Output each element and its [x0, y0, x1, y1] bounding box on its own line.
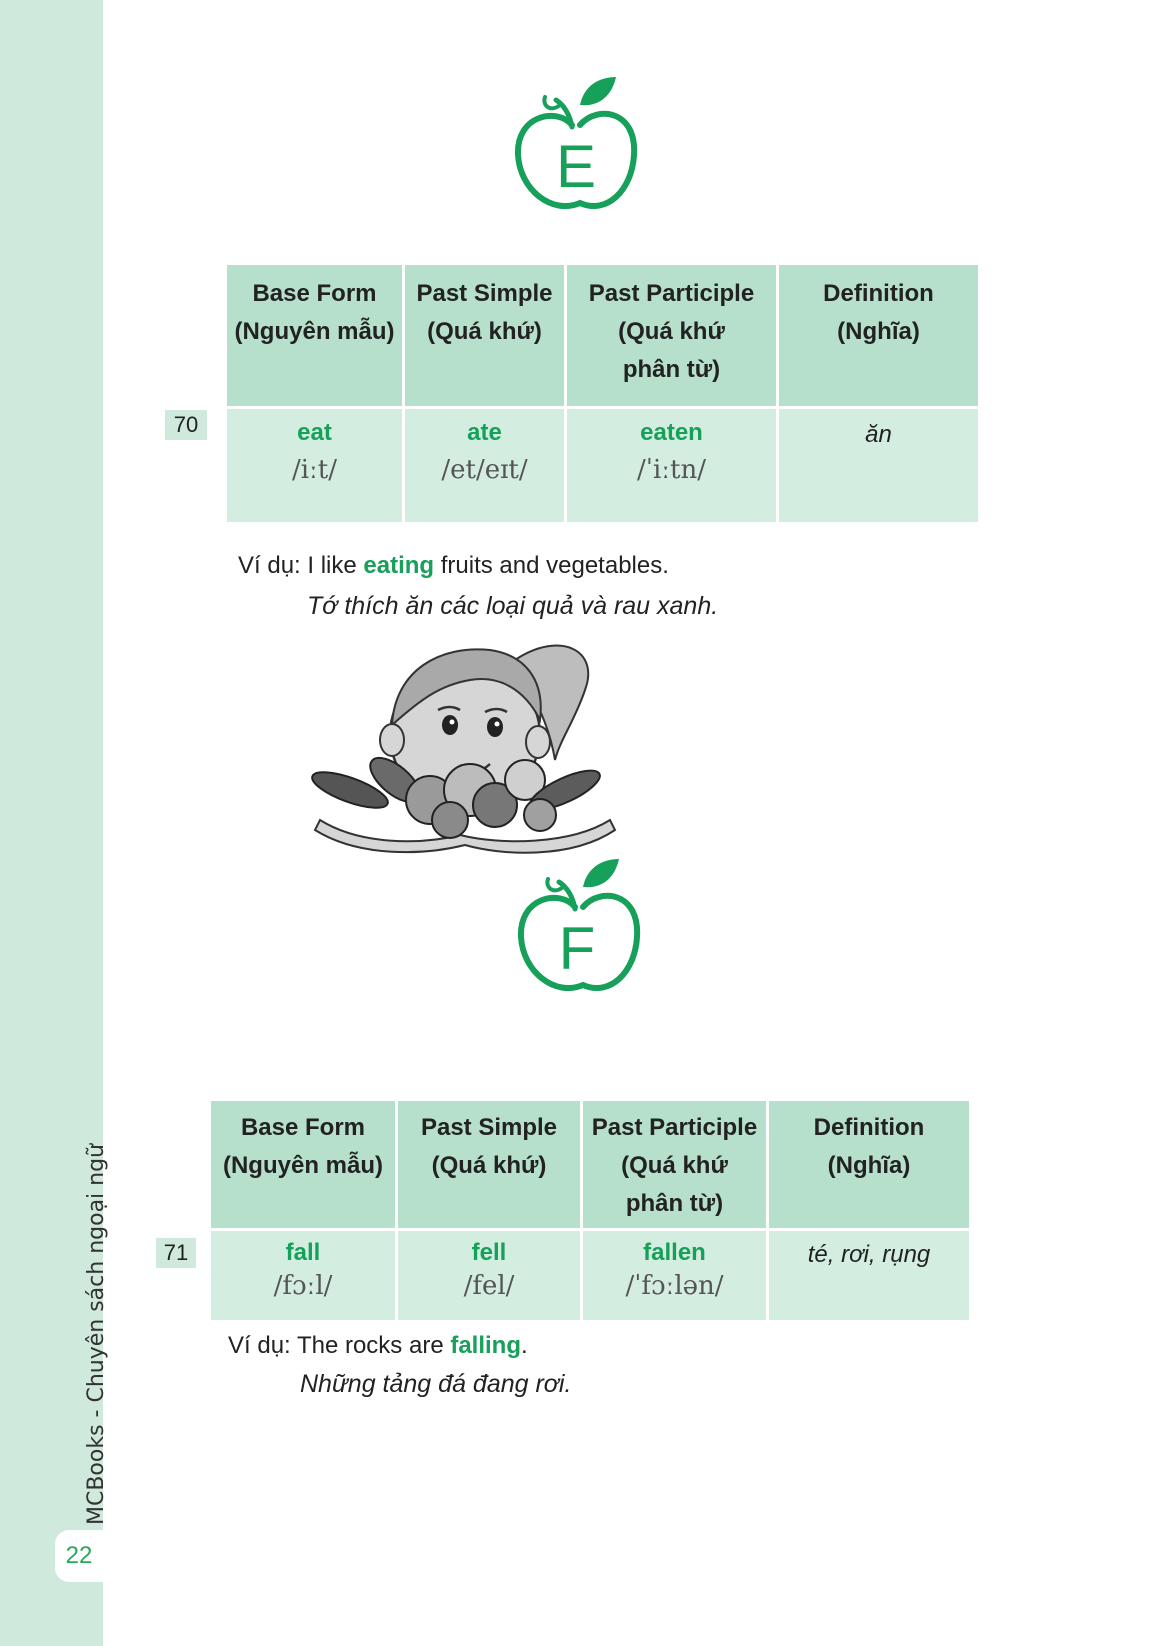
- entry-number-70: 70: [165, 410, 207, 440]
- past-ipa: /et/eɪt/: [441, 455, 528, 485]
- definition-text: té, rơi, rụng: [807, 1241, 931, 1268]
- verb-table-70: [224, 262, 981, 525]
- cell-definition: [769, 1231, 969, 1320]
- translation-70: Tớ thích ăn các loại quả và rau xanh.: [307, 592, 719, 620]
- header-base-form: [211, 1101, 395, 1228]
- header-past-participle-label: Past Participle: [588, 280, 755, 307]
- apple-letter-e: E: [555, 133, 597, 200]
- example-highlight: eating: [363, 552, 435, 579]
- header-past-simple-vi: (Quá khứ): [431, 1152, 547, 1179]
- example-suffix: .: [521, 1332, 528, 1359]
- header-definition: [779, 265, 978, 406]
- header-past-simple-label: Past Simple: [416, 280, 553, 307]
- header-definition-vi: (Nghĩa): [837, 318, 920, 345]
- participle-ipa: /ˈiːtn/: [637, 455, 706, 485]
- example-sentence-71: [228, 1332, 528, 1360]
- cell-participle: [583, 1231, 766, 1320]
- cell-past: [398, 1231, 580, 1320]
- past-ipa: /fel/: [463, 1271, 515, 1301]
- header-base-form-vi: (Nguyên mẫu): [234, 318, 395, 345]
- header-past-participle-vi1: (Quá khứ: [621, 1152, 728, 1179]
- header-definition: [769, 1101, 969, 1228]
- header-definition-vi: (Nghĩa): [827, 1152, 911, 1179]
- header-past-participle: [583, 1101, 766, 1228]
- header-past-participle-vi2: phân từ): [622, 356, 721, 383]
- apple-letter-e-icon: [512, 75, 642, 215]
- verb-table-71: [208, 1098, 972, 1323]
- entry-number-71: 71: [156, 1238, 196, 1268]
- header-past-participle-label: Past Participle: [591, 1114, 758, 1141]
- girl-with-vegetables-illustration: [300, 630, 630, 880]
- cell-definition: [779, 409, 978, 522]
- example-highlight: falling: [450, 1332, 521, 1359]
- participle-ipa: /ˈfɔːlən/: [625, 1271, 724, 1301]
- book-title: MCBooks - Chuyên sách ngoại ngữ: [84, 1143, 109, 1525]
- apple-letter-f-icon: [515, 857, 645, 997]
- example-suffix: fruits and vegetables.: [434, 552, 669, 579]
- header-definition-label: Definition: [813, 1114, 925, 1141]
- example-prefix: Ví dụ: I like: [238, 552, 364, 579]
- cell-past: [405, 409, 564, 522]
- example-sentence-70: [238, 552, 669, 580]
- header-past-simple: [398, 1101, 580, 1228]
- cell-participle: [567, 409, 776, 522]
- header-past-simple-vi: (Quá khứ): [427, 318, 542, 345]
- apple-letter-f: F: [558, 915, 596, 982]
- base-ipa: /iːt/: [291, 455, 338, 485]
- header-past-participle-vi2: phân từ): [625, 1190, 724, 1217]
- header-base-form: [227, 265, 402, 406]
- example-prefix: Ví dụ: The rocks are: [228, 1332, 451, 1359]
- cell-base: [211, 1231, 395, 1320]
- header-base-form-vi: (Nguyên mẫu): [222, 1152, 383, 1179]
- header-base-form-label: Base Form: [240, 1114, 366, 1141]
- base-verb: fall: [285, 1239, 321, 1266]
- past-verb: ate: [467, 419, 502, 446]
- header-past-participle: [567, 265, 776, 406]
- past-verb: fell: [471, 1239, 507, 1266]
- cell-base: [227, 409, 402, 522]
- header-past-simple: [405, 265, 564, 406]
- base-ipa: /fɔːl/: [273, 1271, 333, 1301]
- header-definition-label: Definition: [823, 280, 934, 307]
- page-number: 22: [55, 1530, 103, 1582]
- header-past-simple-label: Past Simple: [420, 1114, 558, 1141]
- header-past-participle-vi1: (Quá khứ: [618, 318, 725, 345]
- participle-verb: fallen: [643, 1239, 706, 1266]
- participle-verb: eaten: [640, 419, 703, 446]
- translation-71: Những tảng đá đang rơi.: [300, 1370, 572, 1398]
- header-base-form-label: Base Form: [252, 280, 377, 307]
- definition-text: ăn: [865, 421, 892, 448]
- base-verb: eat: [297, 419, 332, 446]
